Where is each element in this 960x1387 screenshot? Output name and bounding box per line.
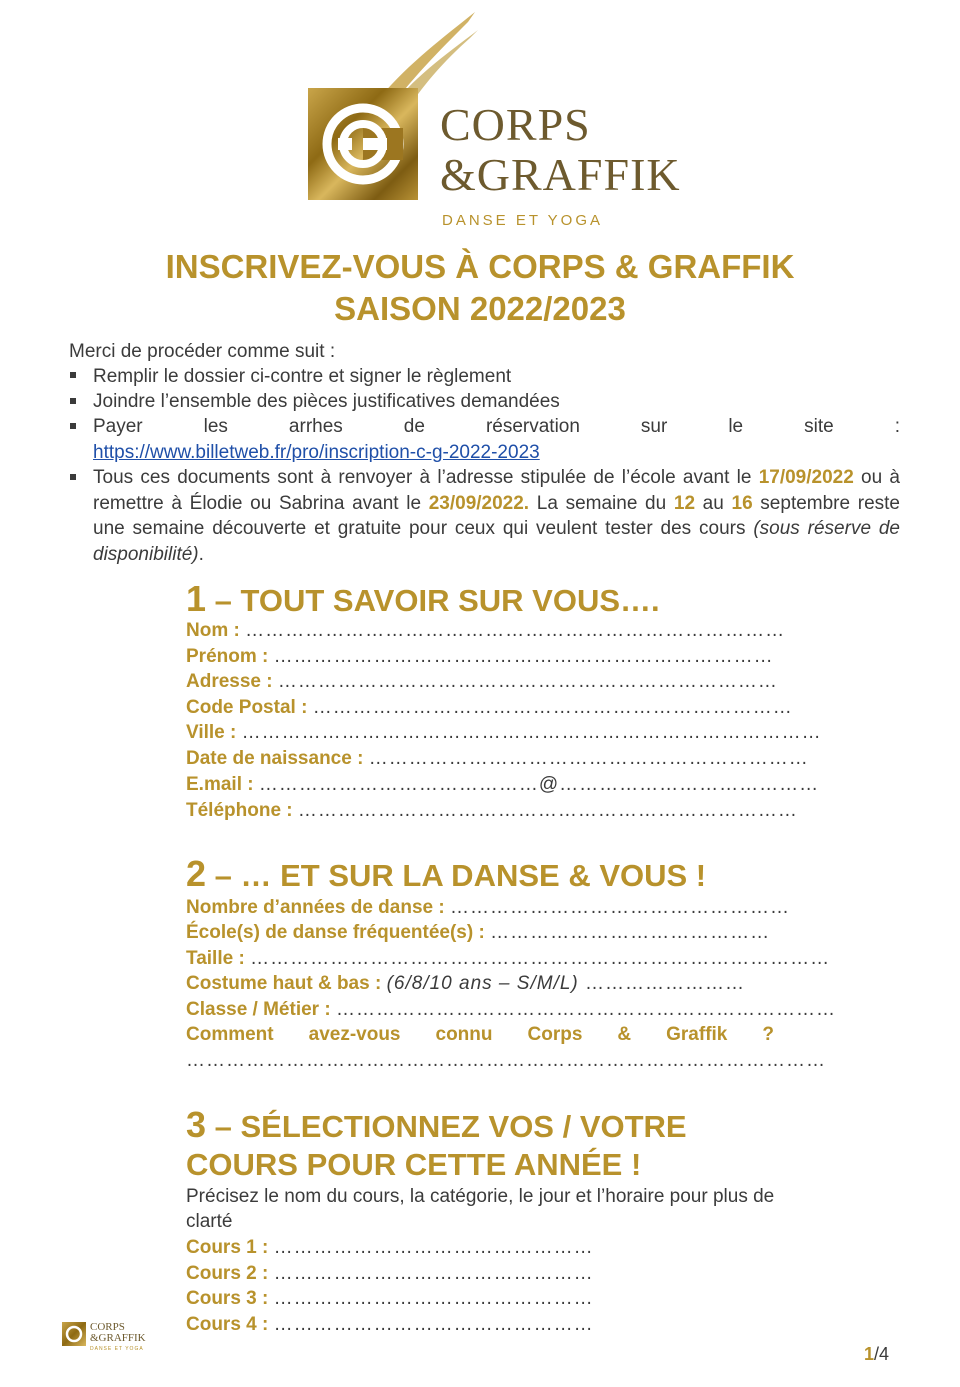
page-subtitle: SAISON 2022/2023	[334, 290, 626, 327]
cours-4-field[interactable]: Cours 4 : …………………………………………	[186, 1314, 594, 1335]
ville-field[interactable]: Ville : ……………………………………………………………………………	[186, 722, 822, 743]
deadline-date: 23/09/2022.	[428, 492, 530, 514]
deadline-date: 17/09/2022	[758, 467, 854, 488]
costume-hint: (6/8/10 ans – S/M/L)	[386, 973, 579, 994]
section-1-title	[186, 578, 660, 620]
code-postal-field[interactable]: Code Postal : ………………………………………………………………	[186, 697, 793, 718]
billetweb-link[interactable]: https://www.billetweb.fr/pro/inscription-c-g-2022-2023	[93, 442, 540, 463]
field-label: Code Postal :	[186, 697, 313, 718]
field-label: Ville :	[186, 722, 242, 743]
page-title: INSCRIVEZ-VOUS À CORPS & GRAFFIK	[165, 248, 795, 285]
availability-note: (sous réserve de disponibilité)	[93, 518, 900, 565]
footer-logo-word: CORPS	[90, 1321, 125, 1333]
adresse-field[interactable]: Adresse : …………………………………………………………………	[186, 671, 778, 692]
field-label: Cours 1 :	[186, 1237, 274, 1258]
logo-word-graffik: &GRAFFIK	[440, 149, 681, 200]
costume-field[interactable]: Costume haut & bas : (6/8/10 ans – S/M/L) ……………………	[186, 973, 746, 994]
section-3-title	[186, 1104, 687, 1146]
instruction-text: au	[695, 492, 732, 514]
page-current: 1	[864, 1344, 875, 1364]
date-end: 16	[731, 492, 753, 514]
classe-metier-field[interactable]: Classe / Métier : …………………………………………………………………	[186, 999, 836, 1020]
field-label: Cours 4 :	[186, 1314, 274, 1335]
field-label: Costume haut & bas :	[186, 973, 387, 994]
field-label: Téléphone :	[186, 800, 298, 821]
instruction-item: Payer les arrhes de réservation sur le site :	[93, 416, 900, 437]
logo-word-corps: CORPS	[440, 99, 591, 150]
field-label: Cours 2 :	[186, 1263, 274, 1284]
instruction-item: Remplir le dossier ci-contre et signer le règlement	[93, 366, 512, 387]
date-naissance-field[interactable]: Date de naissance : …………………………………………………………	[186, 748, 809, 769]
cg-monogram-icon	[62, 1322, 86, 1346]
section-title-text: – SÉLECTIONNEZ VOS / VOTRE	[206, 1109, 687, 1144]
header-logo	[300, 10, 700, 235]
instruction-item	[93, 440, 900, 466]
section-title-text: – … ET SUR LA DANSE & VOUS !	[206, 858, 707, 893]
field-label: Nombre d’années de danse :	[186, 897, 450, 918]
section-number: 1	[186, 578, 207, 619]
cours-instruction: Précisez le nom du cours, la catégorie, le jour et l’horaire pour plus de clarté	[186, 1186, 775, 1232]
nom-field[interactable]: Nom : ………………………………………………………………………	[186, 620, 786, 641]
telephone-field[interactable]: Téléphone : …………………………………………………………………	[186, 800, 798, 821]
bullet-icon	[70, 398, 76, 404]
page-number	[864, 1344, 889, 1365]
section-2-title	[186, 853, 706, 895]
bullet-icon	[70, 474, 76, 480]
cours-2-field[interactable]: Cours 2 : …………………………………………	[186, 1263, 594, 1284]
section-3-title-line2: COURS POUR CETTE ANNÉE !	[186, 1147, 642, 1182]
cg-monogram-icon	[308, 88, 418, 200]
instruction-text: septembre reste une semaine découverte et gratuite pour ceux qui veulent tester des cours	[93, 492, 900, 539]
cours-1-field[interactable]: Cours 1 : …………………………………………	[186, 1237, 594, 1258]
footer-emblem	[62, 1322, 86, 1346]
email-field[interactable]: E.mail : ……………………………………@…………………………………	[186, 774, 820, 795]
page-total: /4	[874, 1344, 890, 1364]
comment-connu-field[interactable]: ……………………………………………………………………………………	[186, 1050, 826, 1071]
email-at-sign: @	[538, 774, 560, 795]
annees-danse-field[interactable]: Nombre d’années de danse : ……………………………………………	[186, 897, 790, 918]
taille-field[interactable]: Taille : ……………………………………………………………………………	[186, 948, 831, 969]
section-title-text: – TOUT SAVOIR SUR VOUS….	[206, 583, 660, 618]
field-label: Adresse :	[186, 671, 278, 692]
instruction-text: La semaine du	[529, 492, 674, 514]
instruction-text: ou à remettre à Élodie ou Sabrina avant le	[93, 467, 901, 514]
comment-connu-label: Comment avez-vous connu Corps & Graffik ?	[186, 1024, 774, 1045]
field-label: E.mail :	[186, 774, 259, 795]
field-label: Classe / Métier :	[186, 999, 336, 1020]
cours-3-field[interactable]: Cours 3 : …………………………………………	[186, 1288, 594, 1309]
footer-logo-tag: DANSE ET YOGA	[90, 1346, 144, 1352]
field-label: Prénom :	[186, 646, 274, 667]
footer-logo	[60, 1310, 160, 1360]
intro-lead: Merci de procéder comme suit :	[69, 341, 336, 362]
field-label: Date de naissance :	[186, 748, 369, 769]
instruction-item	[93, 465, 900, 567]
section-number: 3	[186, 1104, 207, 1145]
field-label: Cours 3 :	[186, 1288, 274, 1309]
date-start: 12	[673, 492, 696, 514]
footer-logo-word: &GRAFFIK	[90, 1332, 146, 1344]
section-number: 2	[186, 853, 207, 894]
logo-emblem	[308, 88, 418, 200]
instruction-item: Joindre l’ensemble des pièces justificatives demandées	[93, 391, 560, 412]
field-label: École(s) de danse fréquentée(s) :	[186, 922, 491, 943]
bullet-icon	[70, 372, 76, 378]
field-label: Taille :	[186, 948, 251, 969]
prenom-field[interactable]: Prénom : …………………………………………………………………	[186, 646, 774, 667]
bullet-icon	[70, 423, 76, 429]
ecoles-field[interactable]: École(s) de danse fréquentée(s) : ……………………………………	[186, 922, 771, 943]
field-label: Nom :	[186, 620, 246, 641]
instruction-text: .	[198, 543, 204, 565]
logo-tagline: DANSE ET YOGA	[442, 212, 603, 229]
instruction-text: Tous ces documents sont à renvoyer à l’adresse stipulée de l’école avant le	[93, 467, 752, 488]
